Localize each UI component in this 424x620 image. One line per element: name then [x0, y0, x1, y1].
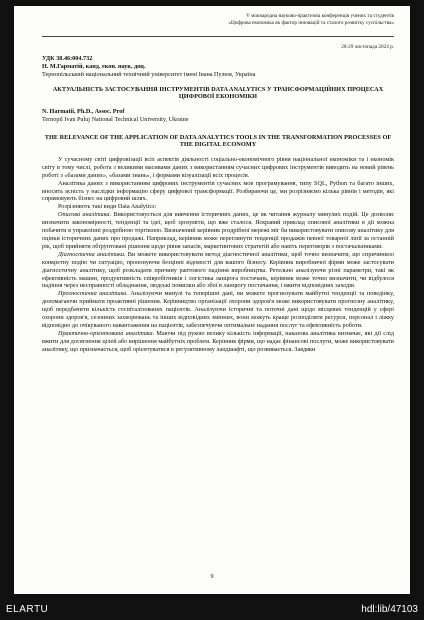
- document-page: [14, 6, 410, 594]
- section-diagnostic-body: . Ви можете використовувати метод діагностичної аналітики, щоб точно визначити, що спричинило конкретну подію чи ситуацію, пропонуючи безцінні відомості для вашого бізнесу. Керівник виробничої фірми може застосувати діагностичну аналітику, щоб розкладати причину раптового падіння виробництва. Ретельно аналізуючи різні параметри, такі як ефективність машин, продуктивність співробітників і логістика ланцюга постачань, керівник може точно визначити, чи відбулося падіння через несправності обладнання, людські помилки або збої в ланцюгу постачання, і вжити відповідних заходів.: [42, 250, 394, 290]
- section-prescriptive-head: Практично-орієнтована аналітика: [58, 329, 153, 337]
- author-ua: Н. М.Гарматій, канд. екон. наук, доц.: [42, 62, 146, 70]
- section-prescriptive: [42, 330, 394, 354]
- affiliation-en: Ternopil Ivan Puluj National Technical University, Ukraine: [42, 115, 189, 123]
- section-descriptive-head: Описова аналітика: [58, 211, 110, 219]
- title-ua: АКТУАЛЬНІСТЬ ЗАСТОСУВАННЯ ІНСТРУМЕНТІВ DATA ANALYTICS У ТРАНСФОРМАЦІЙНИХ ПРОЦЕСАХ ЦИФРОВОЇ ЕКОНОМІКИ: [52, 85, 384, 101]
- section-diagnostic-head: Діагностична аналітика: [58, 250, 124, 258]
- header-rule: [42, 36, 394, 37]
- affiliation-ua: Тернопільський національний технічний університет імені Івана Пулюя, Україна: [42, 70, 256, 78]
- paragraph-intro: У сучасному світі цифровізації всіх аспектів діяльності соціально-економічного рівня національної економіки та і економік світу в тому числі, робота з великими масивами даних з використанням сучасних цифрових інструментів виводить на новий рівень роботі з «базами даних», «базами знань», і формами візуалізації всіх процесів.: [42, 155, 394, 179]
- title-en: THE RELEVANCE OF THE APPLICATION OF DATA ANALYTICS TOOLS IN THE TRANSFORMATION PROCESSES OF THE DIGITAL ECONOMY: [44, 133, 392, 149]
- paragraph-analytics: Аналітика даних з використанням цифрових інструментів сучасних мов програмування, типу SQL, Python та багато інших, вносить ясність у наслідки інформацію сферу цифрової трансформації. Розбираючи це, ми розрізняємо кілька рівнів і методів, які спрямовують бізнес на цифровий шлях.: [42, 179, 394, 203]
- udc-code: УДК 38.46:004.732: [42, 55, 93, 62]
- footer-handle: hdl:lib/47103: [361, 604, 418, 615]
- paragraph-types: Розрізняють такі види Data Analytics:: [58, 203, 157, 211]
- header-date: 28-29 листопада 2024 р.: [341, 44, 394, 50]
- section-predictive-body: . Аналізуючи минулі та теперішні дані, ви можете прогнозувати майбутні тенденції та поведінку, допомагаючи приймати проактивні рішення. Керівництво організації охорони здоров'я може використовувати прогнозну аналітику, щоб передбачити кількість госпіталізованих пацієнтів. Аналізуючи історичні та поточні дані щодо місцевих тенденцій у сфері охорони здоров'я, сезонних захворювань та інших відповідних змінних, вони можуть краще розподіляти ресурси, персонал і ліжку відповідно до очікуваного навантаження на пацієнтів, забезпечуючи оптимальне надання послуг та ефективність роботи.: [42, 290, 394, 329]
- header-line-1: V міжнародна науково-практична конференція учених та студентів: [246, 13, 394, 19]
- section-prescriptive-body: . Маючи під рукою велику кількість інформації, наказова аналітика визначає, які дії слід вжити для досягнення цілей або вирішення майбутніх проблем. Керівник фірми, що надає фінансові послуги, може використовувати аналітику, що призначається, щоб орієнтуватися в регулятивному ландшафті, що розвивається. Завдяки: [42, 329, 394, 353]
- section-diagnostic: [42, 251, 394, 291]
- section-descriptive-body: . Використовується для вивчення історичних даних, це як читання журналу минулих подій. Це дозволяє визначити закономірності, тенденції та ідеї, щоб зрозуміти, що вже сталося. Яскравий приклад описової аналітики в дії можна побачити в управлінні роздрібною торгівлею. Визначений керівник роздрібної мережі міг би використовувати описову аналітику для оцінки історичних даних про продажі. Наприклад, керівник може переглянути тенденції продажів певної товарної лінії за останній рік, щоб прийняти обґрунтовані рішення щодо рівня запасів, маркетингових стратегій або навіть переговорів з постачальниками.: [42, 211, 394, 250]
- section-predictive: [42, 290, 394, 330]
- author-en: N. Harmatii, Ph.D., Assoc. Prof: [42, 107, 125, 115]
- footer-repository-name: ELARTU: [6, 604, 49, 615]
- article-body: [42, 55, 394, 354]
- section-predictive-head: Прогностична аналітика: [58, 290, 127, 298]
- header-line-2: «Цифрова економіка як фактор інновацій та сталого розвитку суспільства»: [228, 20, 394, 26]
- section-descriptive: [42, 211, 394, 251]
- page-number: 9: [210, 573, 214, 580]
